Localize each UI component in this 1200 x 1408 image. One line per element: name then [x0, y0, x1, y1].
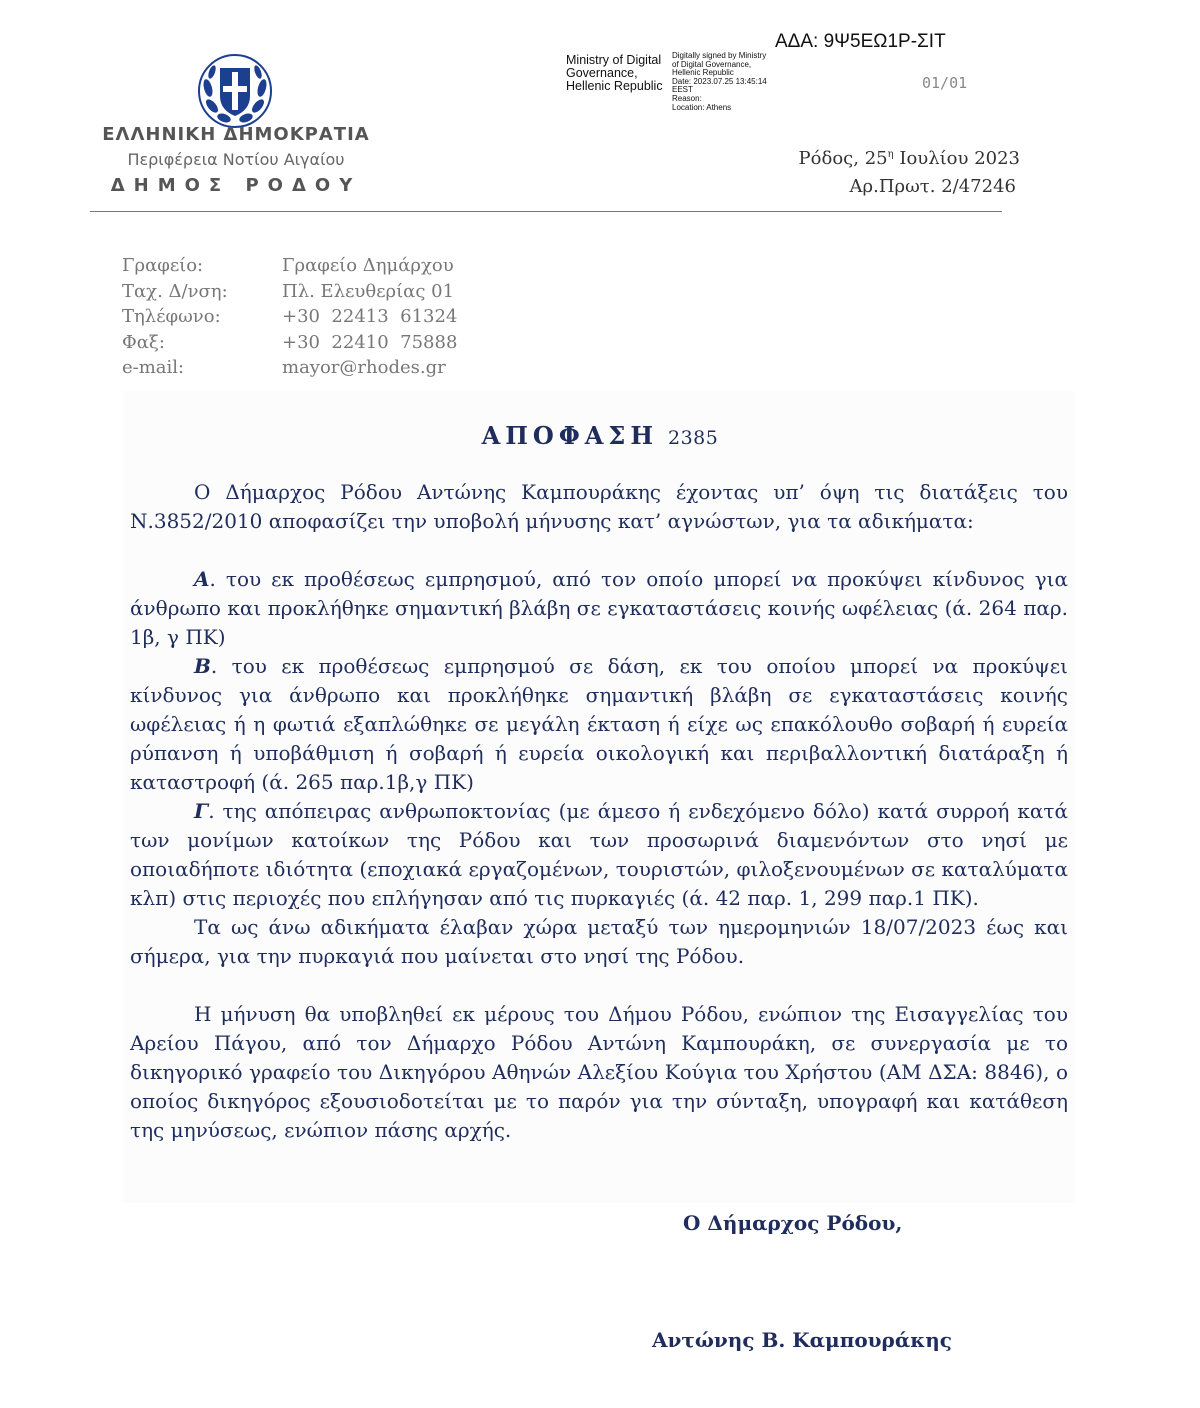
signer-name: Αντώνης Β. Καμπουράκης [652, 1328, 952, 1352]
document-date: Ρόδος, $25^\eta$ Ιουλίου 2023 [798, 148, 1020, 169]
ada-code: ΑΔΑ: 9Ψ5ΕΩ1Ρ-ΣΙΤ [775, 31, 946, 52]
closing-paragraph: Η μήνυση θα υποβληθεί εκ μέρους του Δήμου Ρόδου, ενώπιον της Εισαγγελίας του Αρείου Πάγου, από τον Δήμαρχο Ρόδου Αντώνη Καμπουράκη, σε συνεργασία με το δικηγορικό γραφείο του Δικηγόρου Αθηνών Αλεξίου Κούγια του Χρήστου (ΑΜ ΔΣΑ: 8846), ο οποίος δικηγόρος εξουσιοδοτείται με το παρόν για την σύνταξη, υπογραφή και κατάθεση της μηνύσεως, ενώπιον πάσης αρχής. [130, 1002, 1068, 1142]
offense-item-c: Γ. της απόπειρας ανθρωποκτονίας (με άμεσο ή ενδεχόμενο δόλο) κατά συρροή κατά των μονίμων κατοίκων της Ρόδου και των προσωρινά διαμενόντων στο νησί με οποιαδήποτε ιδιότητα (εποχιακά εργαζομένων, τουριστών, φιλοξενουμένων σε καταλύματα κλπ) στις περιοχές που επλήγησαν από τις πυρκαγιές (ά. 42 παρ. 1, 299 παρ.1 ΠΚ). [130, 799, 1068, 910]
email-link[interactable]: mayor@rhodes.gr [282, 357, 446, 378]
decision-title: ΑΠΟΦΑΣΗ 2385 [481, 421, 719, 450]
intro-paragraph: Ο Δήμαρχος Ρόδου Αντώνης Καμπουράκης έχοντας υπ’ όψη τις διατάξεις του Ν.3852/2010 αποφασίζει την υποβολή μήνυσης κατ’ αγνώστων, για τα αδικήματα: [130, 480, 1068, 533]
signature-details: Digitally signed by Ministry of Digital Governance, Hellenic Republic Date: 2023.07.25 13:45:14 EEST Reason: Location: Athens [672, 51, 767, 112]
page-number: 01/01 [922, 74, 968, 92]
contact-row: e-mail: mayor@rhodes.gr [122, 355, 457, 381]
offense-item-b: Β. του εκ προθέσεως εμπρησμού σε δάση, εκ του οποίου μπορεί να προκύψει κίνδυνος για άνθρωπο και προκλήθηκε σημαντική βλάβη σε εγκαταστάσεις κοινής ωφέλειας ή η φωτιά εξαπλώθηκε σε μεγάλη έκταση ή είχε ως επακόλουθο σοβαρή ή ευρεία ρύπανση ή υποβάθμιση ή σοβαρή ή ευρεία οικολογική και περιβαλλοντική διατάραξη ή καταστροφή (ά. 265 παρ.1β,γ ΠΚ) [130, 654, 1068, 794]
contact-row: Τηλέφωνο: +30 22413 61324 [122, 306, 458, 327]
municipality-name: ΔΗΜΟΣ ΡΟΔΟΥ [110, 175, 362, 196]
header-divider [90, 211, 1002, 212]
contact-row: Φαξ: +30 22410 75888 [122, 331, 458, 353]
period-paragraph: Τα ως άνω αδικήματα έλαβαν χώρα μεταξύ των ημερομηνιών 18/07/2023 έως και σήμερα, για την πυρκαγιά που μαίνεται στο νησί της Ρόδου. [130, 915, 1068, 968]
offense-item-a: Α. του εκ προθέσεως εμπρησμού, από τον οποίο μπορεί να προκύψει κίνδυνος για άνθρωπο και προκλήθηκε σημαντική βλάβη σε εγκαταστάσεις κοινής ωφέλειας (ά. 264 παρ. 1β, γ ΠΚ) [130, 567, 1068, 649]
signature-issuer: Ministry of Digital Governance, Hellenic Republic [566, 53, 663, 93]
protocol-number: Αρ.Πρωτ. 2/47246 [849, 176, 1016, 197]
contact-row: Γραφείο: Γραφείο Δημάρχου [122, 255, 454, 276]
region-name: Περιφέρεια Νοτίου Αιγαίου [127, 150, 345, 169]
country-name: ΕΛΛΗΝΙΚΗ ΔΗΜΟΚΡΑΤΙΑ [102, 124, 370, 145]
greek-coat-of-arms-icon [196, 52, 274, 130]
contact-row: Ταχ. Δ/νση: Πλ. Ελευθερίας 01 [122, 280, 455, 302]
decision-body [130, 478, 1068, 1145]
contact-block [122, 253, 457, 381]
signer-title: Ο Δήμαρχος Ρόδου, [683, 1211, 903, 1235]
